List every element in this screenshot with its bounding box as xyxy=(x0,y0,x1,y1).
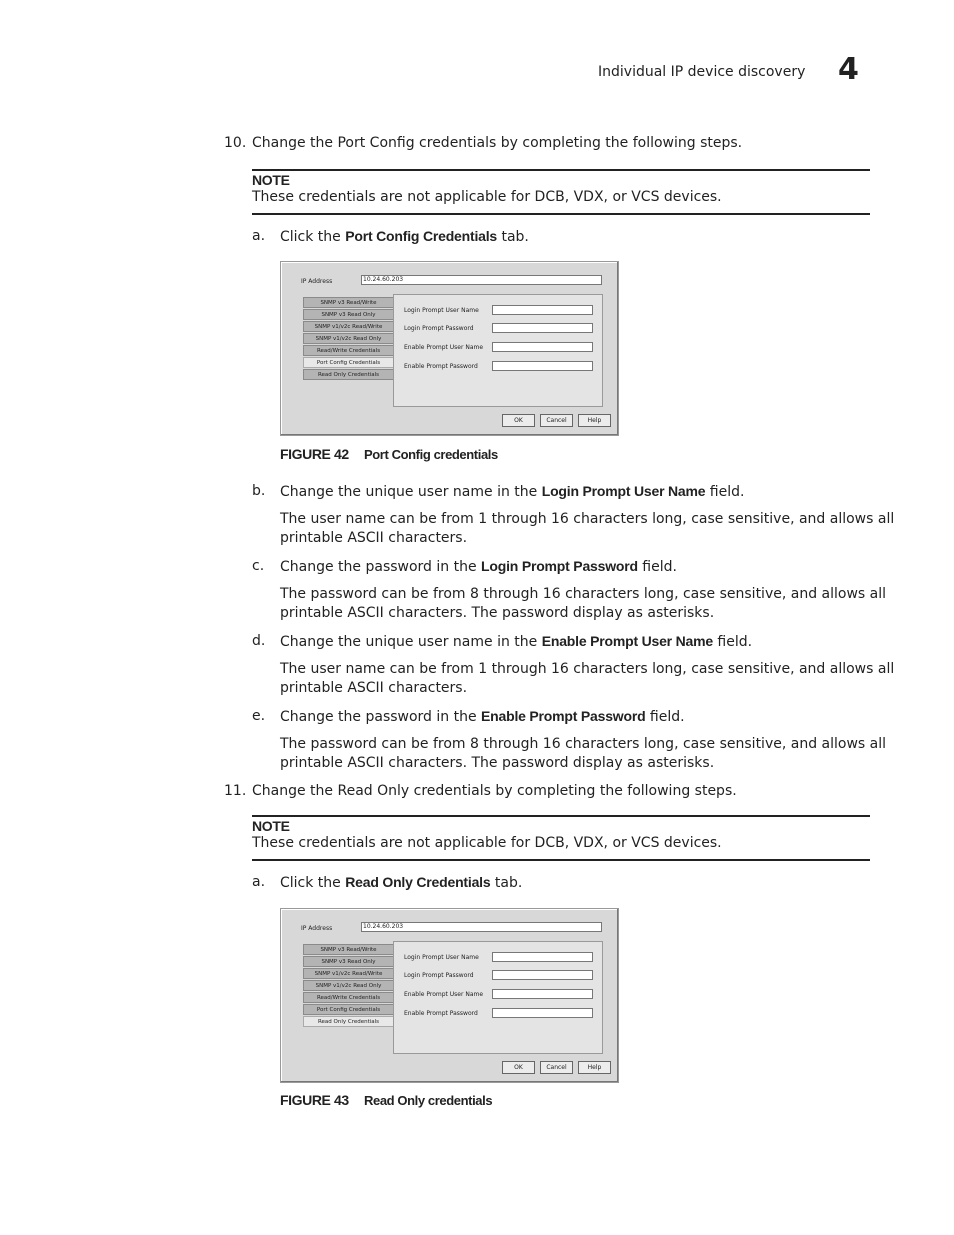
tab-read-only-credentials[interactable]: Read Only Credentials xyxy=(303,369,394,380)
note-text: These credentials are not applicable for DCB, VDX, or VCS devices. xyxy=(252,189,722,205)
tab-snmp-v3-read-only[interactable]: SNMP v3 Read Only xyxy=(303,309,394,320)
substep-desc-line: The user name can be from 1 through 16 characters long, case sensitive, and allows all xyxy=(280,661,895,677)
tab-snmp-v1v2c-read-write[interactable]: SNMP v1/v2c Read/Write xyxy=(303,968,394,979)
substep-desc-line: printable ASCII characters. xyxy=(280,680,468,696)
tab-read-only-credentials[interactable]: Read Only Credentials xyxy=(303,1016,394,1027)
tab-port-config-credentials[interactable]: Port Config Credentials xyxy=(303,1004,394,1015)
step-text: Change the Port Config credentials by completing the following steps. xyxy=(252,135,743,151)
substep-text: Change the unique user name in the Login Prompt User Name field. xyxy=(280,483,745,500)
figure-title: Port Config credentials xyxy=(364,447,498,462)
substep-desc-line: The password can be from 8 through 16 characters long, case sensitive, and allows all xyxy=(280,586,887,602)
substep-desc-line: printable ASCII characters. The password display as asterisks. xyxy=(280,605,715,621)
substep-text: Click the Port Config Credentials tab. xyxy=(280,228,529,245)
substep-desc-line: The user name can be from 1 through 16 characters long, case sensitive, and allows all xyxy=(280,511,895,527)
running-header-title: Individual IP device discovery xyxy=(598,64,806,80)
substep-desc-line: The password can be from 8 through 16 characters long, case sensitive, and allows all xyxy=(280,736,887,752)
read-only-dialog-figure xyxy=(280,908,619,1083)
substep-text: Change the password in the Login Prompt Password field. xyxy=(280,558,677,575)
credential-tabs xyxy=(303,297,394,381)
enable-prompt-user-name-input[interactable] xyxy=(492,342,593,352)
help-button[interactable]: Help xyxy=(578,1061,611,1074)
substep-marker: c. xyxy=(252,558,265,574)
tab-port-config-credentials[interactable]: Port Config Credentials xyxy=(303,357,394,368)
ip-address-field[interactable]: 10.24.60.203 xyxy=(361,275,602,285)
substep-marker: b. xyxy=(252,483,266,499)
substep-desc-line: printable ASCII characters. The password display as asterisks. xyxy=(280,755,715,771)
substep-marker: e. xyxy=(252,708,266,724)
substep-text: Click the Read Only Credentials tab. xyxy=(280,874,523,891)
login-prompt-password-label: Login Prompt Password xyxy=(404,325,474,332)
tab-snmp-v3-read-only[interactable]: SNMP v3 Read Only xyxy=(303,956,394,967)
credentials-panel xyxy=(393,941,603,1054)
enable-prompt-user-name-label: Enable Prompt User Name xyxy=(404,991,484,998)
cancel-button[interactable]: Cancel xyxy=(540,414,573,427)
note-bottom-rule xyxy=(252,213,870,215)
ok-button[interactable]: OK xyxy=(502,1061,535,1074)
enable-prompt-password-label: Enable Prompt Password xyxy=(404,1010,478,1017)
substep-text: Change the unique user name in the Enable Prompt User Name field. xyxy=(280,633,753,650)
help-button[interactable]: Help xyxy=(578,414,611,427)
step-number: 10. xyxy=(224,135,247,151)
tab-read-write-credentials[interactable]: Read/Write Credentials xyxy=(303,992,394,1003)
tab-snmp-v1v2c-read-write[interactable]: SNMP v1/v2c Read/Write xyxy=(303,321,394,332)
substep-text: Change the password in the Enable Prompt Password field. xyxy=(280,708,685,725)
login-prompt-user-name-label: Login Prompt User Name xyxy=(404,954,479,961)
tab-snmp-v1v2c-read-only[interactable]: SNMP v1/v2c Read Only xyxy=(303,980,394,991)
port-config-dialog-figure xyxy=(280,261,619,436)
credentials-panel xyxy=(393,294,603,407)
substep-marker: d. xyxy=(252,633,266,649)
login-prompt-user-name-input[interactable] xyxy=(492,305,593,315)
step-number: 11. xyxy=(224,783,247,799)
ok-button[interactable]: OK xyxy=(502,414,535,427)
ip-address-label: IP Address xyxy=(301,278,333,285)
note-bottom-rule xyxy=(252,859,870,861)
credential-tabs xyxy=(303,944,394,1028)
tab-snmp-v3-read-write[interactable]: SNMP v3 Read/Write xyxy=(303,297,394,308)
login-prompt-user-name-input[interactable] xyxy=(492,952,593,962)
login-prompt-user-name-label: Login Prompt User Name xyxy=(404,307,479,314)
ip-address-label: IP Address xyxy=(301,925,333,932)
login-prompt-password-input[interactable] xyxy=(492,970,593,980)
note-text: These credentials are not applicable for DCB, VDX, or VCS devices. xyxy=(252,835,722,851)
chapter-number: 4 xyxy=(838,52,859,87)
substep-marker: a. xyxy=(252,874,266,890)
figure-number: FIGURE 42 xyxy=(280,446,349,462)
tab-snmp-v1v2c-read-only[interactable]: SNMP v1/v2c Read Only xyxy=(303,333,394,344)
substep-marker: a. xyxy=(252,228,266,244)
step-text: Change the Read Only credentials by completing the following steps. xyxy=(252,783,737,799)
enable-prompt-user-name-label: Enable Prompt User Name xyxy=(404,344,484,351)
substep-desc-line: printable ASCII characters. xyxy=(280,530,468,546)
login-prompt-password-label: Login Prompt Password xyxy=(404,972,474,979)
login-prompt-password-input[interactable] xyxy=(492,323,593,333)
ip-address-field[interactable]: 10.24.60.203 xyxy=(361,922,602,932)
note-label: NOTE xyxy=(252,818,290,834)
note-top-rule xyxy=(252,169,870,171)
enable-prompt-password-label: Enable Prompt Password xyxy=(404,363,478,370)
cancel-button[interactable]: Cancel xyxy=(540,1061,573,1074)
enable-prompt-user-name-input[interactable] xyxy=(492,989,593,999)
tab-snmp-v3-read-write[interactable]: SNMP v3 Read/Write xyxy=(303,944,394,955)
note-top-rule xyxy=(252,815,870,817)
figure-number: FIGURE 43 xyxy=(280,1092,349,1108)
note-label: NOTE xyxy=(252,172,290,188)
figure-title: Read Only credentials xyxy=(364,1093,493,1108)
tab-read-write-credentials[interactable]: Read/Write Credentials xyxy=(303,345,394,356)
enable-prompt-password-input[interactable] xyxy=(492,361,593,371)
enable-prompt-password-input[interactable] xyxy=(492,1008,593,1018)
